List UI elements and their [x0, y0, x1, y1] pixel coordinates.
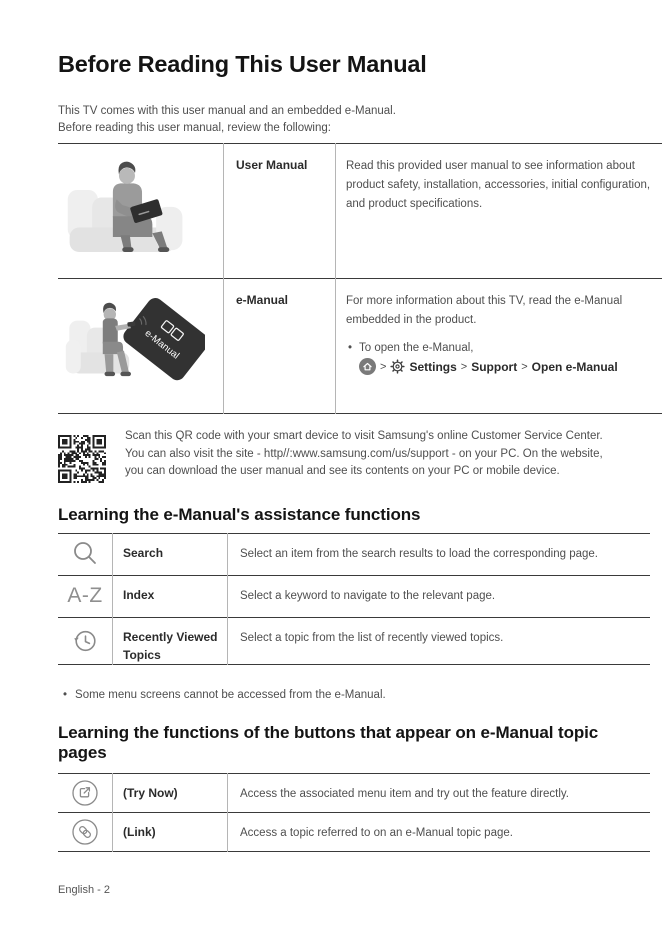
- row-description: Read this provided user manual to see information about product safety, installation, accessories, initial configuration, and product specifications.: [346, 159, 651, 211]
- row-description-cell: [228, 575, 651, 617]
- table-row-try-now: [58, 774, 650, 813]
- row-description-cell: [336, 143, 663, 278]
- table-row-index: [58, 575, 650, 617]
- intro-line-1: This TV comes with this user manual and an embedded e-Manual.: [58, 105, 396, 118]
- e-manual-screen-label: e-Manual: [142, 327, 182, 362]
- row-label: Recently Viewed Topics: [123, 629, 218, 663]
- qr-code: [58, 435, 106, 483]
- buttons-section-heading: Learning the functions of the buttons that appear on e-Manual topic pages: [58, 723, 599, 763]
- search-icon-cell: [58, 533, 113, 575]
- open-e-manual-bullet: • To open the e-Manual,: [346, 342, 654, 354]
- link-icon: [72, 819, 98, 845]
- row-label-cell: [224, 143, 336, 278]
- row-description: Select a topic from the list of recently viewed topics.: [240, 631, 504, 644]
- link-icon-cell: [58, 813, 113, 852]
- assistance-section-heading: Learning the e-Manual's assistance functions: [58, 504, 421, 524]
- table-row-search: [58, 533, 650, 575]
- table-row-recently-viewed: [58, 617, 650, 665]
- assistance-functions-table: [58, 533, 650, 666]
- try-now-icon-cell: [58, 774, 113, 813]
- row-label: Search: [123, 545, 164, 560]
- row-description: Access a topic referred to on an e-Manual topic page.: [240, 827, 513, 840]
- row-label-cell: [113, 575, 228, 617]
- index-az-icon-cell: [58, 575, 113, 617]
- e-manual-illustration-cell: [58, 278, 224, 413]
- row-description: Access the associated menu item and try out the feature directly.: [240, 788, 569, 801]
- row-description-cell: [336, 278, 663, 413]
- row-label: (Try Now): [123, 786, 178, 801]
- row-label-cell: [113, 774, 228, 813]
- person-reading-manual-illustration: [64, 150, 205, 260]
- row-description-cell: [228, 617, 651, 665]
- try-now-icon: [72, 780, 98, 806]
- row-label-cell: [113, 813, 228, 852]
- row-label-cell: [224, 278, 336, 413]
- topic-page-buttons-table: [58, 773, 650, 852]
- row-description: For more information about this TV, read the e-Manual embedded in the product.: [346, 294, 623, 326]
- qr-section: [58, 428, 610, 483]
- row-description-cell: [228, 774, 651, 813]
- user-manual-illustration-cell: [58, 143, 224, 278]
- row-label: Index: [123, 587, 155, 602]
- row-description-cell: [228, 813, 651, 852]
- row-label: (Link): [123, 825, 156, 840]
- row-label: User Manual: [236, 157, 308, 172]
- search-icon: [70, 539, 100, 569]
- table-row-user-manual: [58, 143, 662, 278]
- row-description: Select an item from the search results to load the corresponding page.: [240, 547, 598, 560]
- qr-text: Scan this QR code with your smart device to visit Samsung's online Customer Service Center. You can also visit the site - http//:www.samsung.com/us/support - on your PC. On the website, you can download the user manual and see its contents on your PC or mobile device.: [125, 429, 603, 478]
- history-icon: [71, 627, 99, 655]
- e-manual-note: • Some menu screens cannot be accessed from the e-Manual.: [58, 689, 610, 701]
- intro-line-2: Before reading this user manual, review the following:: [58, 122, 331, 135]
- row-label-cell: [113, 617, 228, 665]
- person-opening-e-manual-illustration: [64, 285, 205, 395]
- index-az-icon: A-Z: [67, 584, 103, 608]
- row-description: Select a keyword to navigate to the relevant page.: [240, 589, 496, 602]
- home-icon: [359, 358, 376, 375]
- row-description-cell: [228, 533, 651, 575]
- manual-overview-table: [58, 143, 662, 414]
- e-manual-nav-path: > Settings > Support > Open e-Manual: [359, 358, 654, 375]
- row-label: e-Manual: [236, 292, 289, 307]
- page-footer: English - 2: [58, 884, 110, 896]
- intro-text: [58, 103, 610, 138]
- row-label-cell: [113, 533, 228, 575]
- gear-icon: [390, 359, 405, 374]
- table-row-e-manual: [58, 278, 662, 413]
- page-title: Before Reading This User Manual: [58, 51, 427, 77]
- table-row-link: [58, 813, 650, 852]
- history-icon-cell: [58, 617, 113, 665]
